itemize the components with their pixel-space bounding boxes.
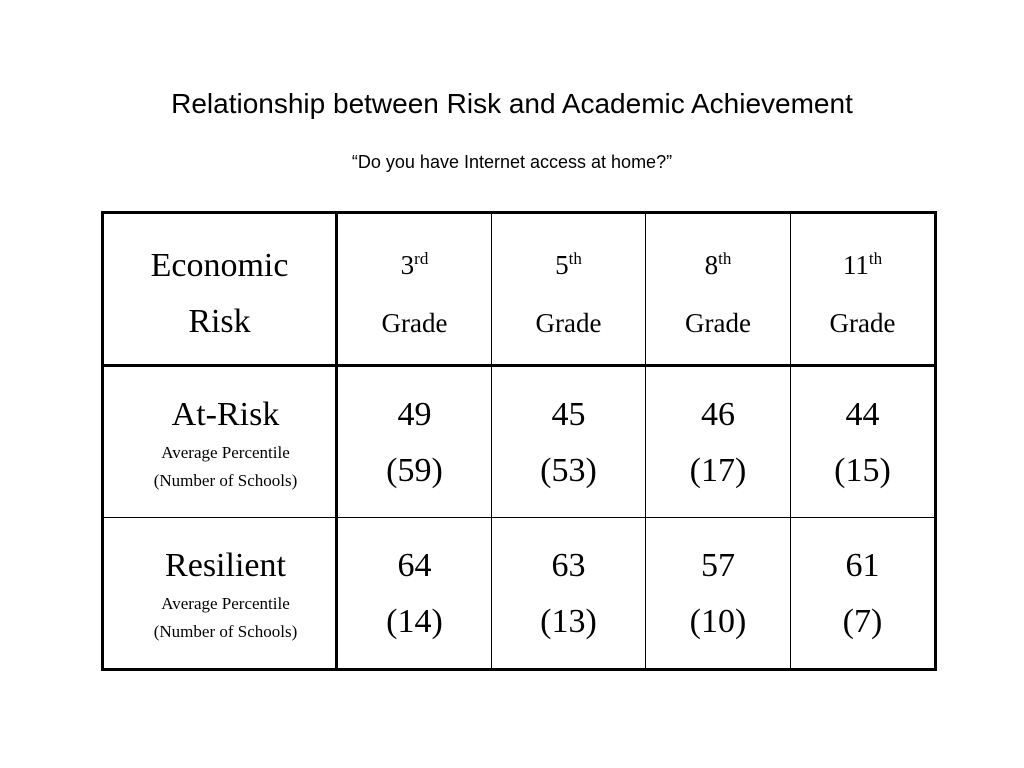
row-label-resilient	[103, 518, 337, 670]
percentile-value: 64	[397, 547, 432, 584]
grade-suffix: rd	[414, 249, 429, 268]
row-sub-schools: (Number of Schools)	[153, 471, 298, 490]
grade-number: 3	[400, 250, 415, 280]
grade-label: Grade	[685, 308, 751, 338]
row-name: At-Risk	[171, 396, 280, 433]
table-cell	[492, 518, 646, 670]
table-cell	[646, 366, 791, 518]
header-risk-label: Risk	[188, 303, 251, 340]
table-cell	[337, 518, 492, 670]
table-cell	[337, 366, 492, 518]
header-cell-grade-3	[337, 213, 492, 366]
page-subtitle: “Do you have Internet access at home?”	[351, 152, 673, 172]
row-sub-percentile: Average Percentile	[161, 594, 290, 613]
row-sub-percentile: Average Percentile	[161, 443, 290, 462]
header-cell-grade-11	[791, 213, 936, 366]
table-cell	[646, 518, 791, 670]
grade-label: Grade	[535, 308, 602, 338]
percentile-value: 46	[701, 396, 735, 433]
schools-count: (14)	[386, 603, 443, 640]
percentile-value: 49	[397, 396, 432, 433]
table-cell	[492, 366, 646, 518]
schools-count: (53)	[540, 452, 597, 489]
percentile-value: 44	[845, 396, 880, 433]
grade-suffix: th	[718, 249, 732, 268]
grade-suffix: th	[868, 249, 883, 268]
grade-label: Grade	[381, 308, 448, 338]
header-economic-label: Economic	[150, 247, 289, 284]
row-label-at-risk	[103, 366, 337, 518]
grade-label: Grade	[829, 308, 896, 338]
percentile-value: 61	[845, 547, 880, 584]
row-sub-schools: (Number of Schools)	[153, 622, 298, 641]
schools-count: (59)	[386, 452, 443, 489]
schools-count: (17)	[689, 452, 747, 489]
schools-count: (10)	[689, 603, 747, 640]
page-title: Relationship between Risk and Academic Achievement	[171, 88, 853, 119]
table-cell	[791, 366, 936, 518]
table-row-at-risk	[103, 366, 936, 518]
header-cell-grade-5	[492, 213, 646, 366]
grade-suffix: th	[568, 249, 582, 268]
schools-count: (13)	[540, 603, 597, 640]
table-row-resilient	[103, 518, 936, 670]
header-cell-grade-8	[646, 213, 791, 366]
percentile-value: 45	[551, 396, 586, 433]
grade-number: 5	[555, 250, 569, 280]
row-name: Resilient	[165, 547, 286, 584]
schools-count: (7)	[842, 603, 883, 640]
percentile-value: 63	[551, 547, 586, 584]
achievement-table	[101, 211, 937, 671]
grade-number: 11	[842, 250, 869, 280]
table-header-row	[103, 213, 936, 366]
header-cell-economic-risk	[103, 213, 337, 366]
schools-count: (15)	[834, 452, 891, 489]
percentile-value: 57	[701, 547, 735, 584]
grade-number: 8	[704, 250, 719, 280]
table-cell	[791, 518, 936, 670]
